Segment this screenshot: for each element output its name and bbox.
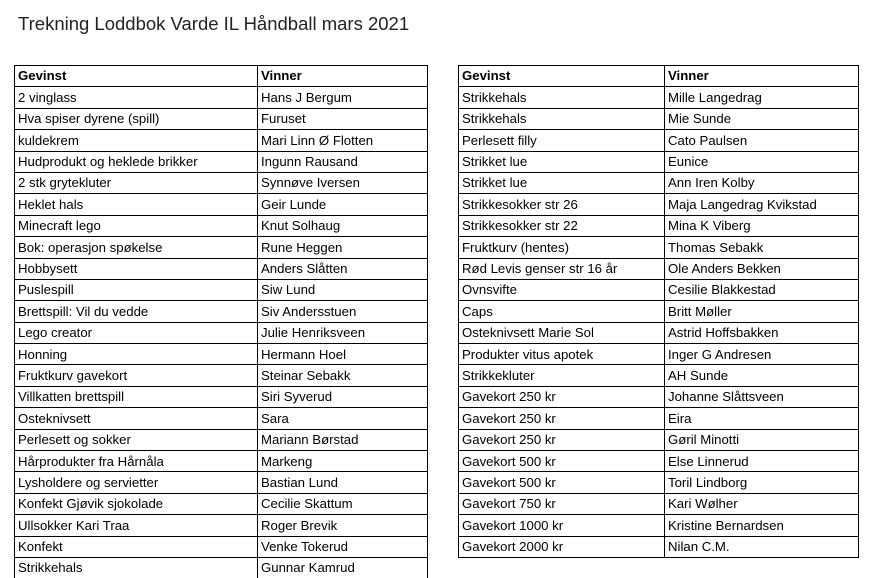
table-row [15,557,428,578]
winner-cell: Hermann Hoel [258,344,428,365]
table-row [15,301,428,322]
prize-cell: Gavekort 250 kr [459,429,665,450]
prize-cell: Ovnsvifte [459,279,665,300]
table-row [15,194,428,215]
winner-cell: Britt Møller [665,301,859,322]
winner-cell: Sara [258,408,428,429]
table-row [459,536,859,557]
prize-cell: Strikkesokker str 26 [459,194,665,215]
prize-cell: Strikkehals [15,557,258,578]
table-row [15,237,428,258]
prize-cell: Hobbysett [15,258,258,279]
table-row [15,536,428,557]
winner-cell: Astrid Hoffsbakken [665,322,859,343]
table-row [15,515,428,536]
table-row [459,215,859,236]
prize-cell: Gavekort 1000 kr [459,515,665,536]
document-title: Trekning Loddbok Varde IL Håndball mars 2021 [18,13,410,34]
winner-cell: Mariann Børstad [258,429,428,450]
table-row [459,515,859,536]
winner-cell: Cesilie Blakkestad [665,279,859,300]
winner-cell: Eunice [665,151,859,172]
prize-cell: Gavekort 500 kr [459,472,665,493]
prize-cell: Honning [15,344,258,365]
table-row [459,172,859,193]
table-row [459,87,859,108]
winner-cell: Roger Brevik [258,515,428,536]
prize-cell: Heklet hals [15,194,258,215]
prize-cell: Rød Levis genser str 16 år [459,258,665,279]
table-row [459,386,859,407]
winner-cell: Mille Langedrag [665,87,859,108]
winner-cell: Ann Iren Kolby [665,172,859,193]
header-winner: Vinner [258,66,428,87]
prize-cell: Brettspill: Vil du vedde [15,301,258,322]
table-row [15,386,428,407]
winner-cell: Gunnar Kamrud [258,557,428,578]
winner-cell: Cecilie Skattum [258,493,428,514]
winner-cell: Johanne Slåttsveen [665,386,859,407]
prize-cell: Produkter vitus apotek [459,344,665,365]
winner-cell: Cato Paulsen [665,130,859,151]
prize-cell: Strikkehals [459,87,665,108]
winner-cell: Kristine Bernardsen [665,515,859,536]
prize-cell: Hva spiser dyrene (spill) [15,108,258,129]
table-row [459,130,859,151]
winner-cell: Rune Heggen [258,237,428,258]
table-row [459,408,859,429]
prize-cell: Strikkekluter [459,365,665,386]
winner-cell: Anders Slåtten [258,258,428,279]
winner-cell: Eira [665,408,859,429]
prize-cell: Fruktkurv gavekort [15,365,258,386]
winner-cell: Mie Sunde [665,108,859,129]
prize-cell: Strikket lue [459,172,665,193]
table-row [459,493,859,514]
table-row [459,451,859,472]
winner-cell: Venke Tokerud [258,536,428,557]
winner-cell: Nilan C.M. [665,536,859,557]
winner-cell: Hans J Bergum [258,87,428,108]
prize-cell: Bok: operasjon spøkelse [15,237,258,258]
prize-cell: Puslespill [15,279,258,300]
prize-table-left [14,65,428,578]
table-row [15,130,428,151]
table-row [15,365,428,386]
prize-cell: Lysholdere og servietter [15,472,258,493]
prize-cell: Perlesett og sokker [15,429,258,450]
header-winner: Vinner [665,66,859,87]
table-row [15,87,428,108]
table-row [459,258,859,279]
prize-cell: Strikkesokker str 22 [459,215,665,236]
winner-cell: Toril Lindborg [665,472,859,493]
table-row [459,279,859,300]
prize-cell: Caps [459,301,665,322]
winner-cell: Mari Linn Ø Flotten [258,130,428,151]
prize-cell: Gavekort 250 kr [459,408,665,429]
winner-cell: Julie Henriksveen [258,322,428,343]
table-row [459,108,859,129]
winner-cell: Else Linnerud [665,451,859,472]
prize-cell: 2 stk grytekluter [15,172,258,193]
table-row [459,344,859,365]
prize-cell: Konfekt Gjøvik sjokolade [15,493,258,514]
winner-cell: Maja Langedrag Kvikstad [665,194,859,215]
table-row [459,429,859,450]
winner-cell: Gøril Minotti [665,429,859,450]
table-row [15,322,428,343]
prize-cell: Gavekort 750 kr [459,493,665,514]
winner-cell: Steinar Sebakk [258,365,428,386]
winner-cell: Kari Wølher [665,493,859,514]
winner-cell: Siv Andersstuen [258,301,428,322]
table-header-row [459,66,859,87]
winner-cell: Thomas Sebakk [665,237,859,258]
table-row [15,215,428,236]
winner-cell: AH Sunde [665,365,859,386]
winner-cell: Mina K Viberg [665,215,859,236]
table-row [15,451,428,472]
table-row [15,172,428,193]
table-row [459,301,859,322]
table-row [459,151,859,172]
table-row [459,237,859,258]
table-row [15,151,428,172]
winner-cell: Knut Solhaug [258,215,428,236]
table-row [459,365,859,386]
prize-cell: Gavekort 2000 kr [459,536,665,557]
prize-cell: Konfekt [15,536,258,557]
table-row [15,108,428,129]
winner-cell: Siw Lund [258,279,428,300]
prize-cell: Hudprodukt og heklede brikker [15,151,258,172]
prize-cell: Strikkehals [459,108,665,129]
table-header-row [15,66,428,87]
prize-cell: Hårprodukter fra Hårnåla [15,451,258,472]
prize-cell: Fruktkurv (hentes) [459,237,665,258]
prize-cell: Osteknivsett [15,408,258,429]
table-row [459,322,859,343]
header-prize: Gevinst [15,66,258,87]
prize-cell: 2 vinglass [15,87,258,108]
prize-cell: Strikket lue [459,151,665,172]
winner-cell: Inger G Andresen [665,344,859,365]
winner-cell: Furuset [258,108,428,129]
winner-cell: Geir Lunde [258,194,428,215]
prize-table-right [458,65,859,558]
winner-cell: Ingunn Rausand [258,151,428,172]
winner-cell: Bastian Lund [258,472,428,493]
table-row [15,279,428,300]
prize-cell: Ullsokker Kari Traa [15,515,258,536]
prize-cell: Perlesett filly [459,130,665,151]
prize-cell: Villkatten brettspill [15,386,258,407]
winner-cell: Markeng [258,451,428,472]
table-row [15,429,428,450]
table-row [459,472,859,493]
prize-cell: Osteknivsett Marie Sol [459,322,665,343]
prize-cell: Minecraft lego [15,215,258,236]
table-row [15,472,428,493]
prize-cell: Lego creator [15,322,258,343]
winner-cell: Synnøve Iversen [258,172,428,193]
winner-cell: Siri Syverud [258,386,428,407]
winner-cell: Ole Anders Bekken [665,258,859,279]
prize-cell: kuldekrem [15,130,258,151]
prize-cell: Gavekort 500 kr [459,451,665,472]
table-row [15,408,428,429]
prize-cell: Gavekort 250 kr [459,386,665,407]
table-row [15,258,428,279]
table-row [15,344,428,365]
table-row [459,194,859,215]
header-prize: Gevinst [459,66,665,87]
table-row [15,493,428,514]
